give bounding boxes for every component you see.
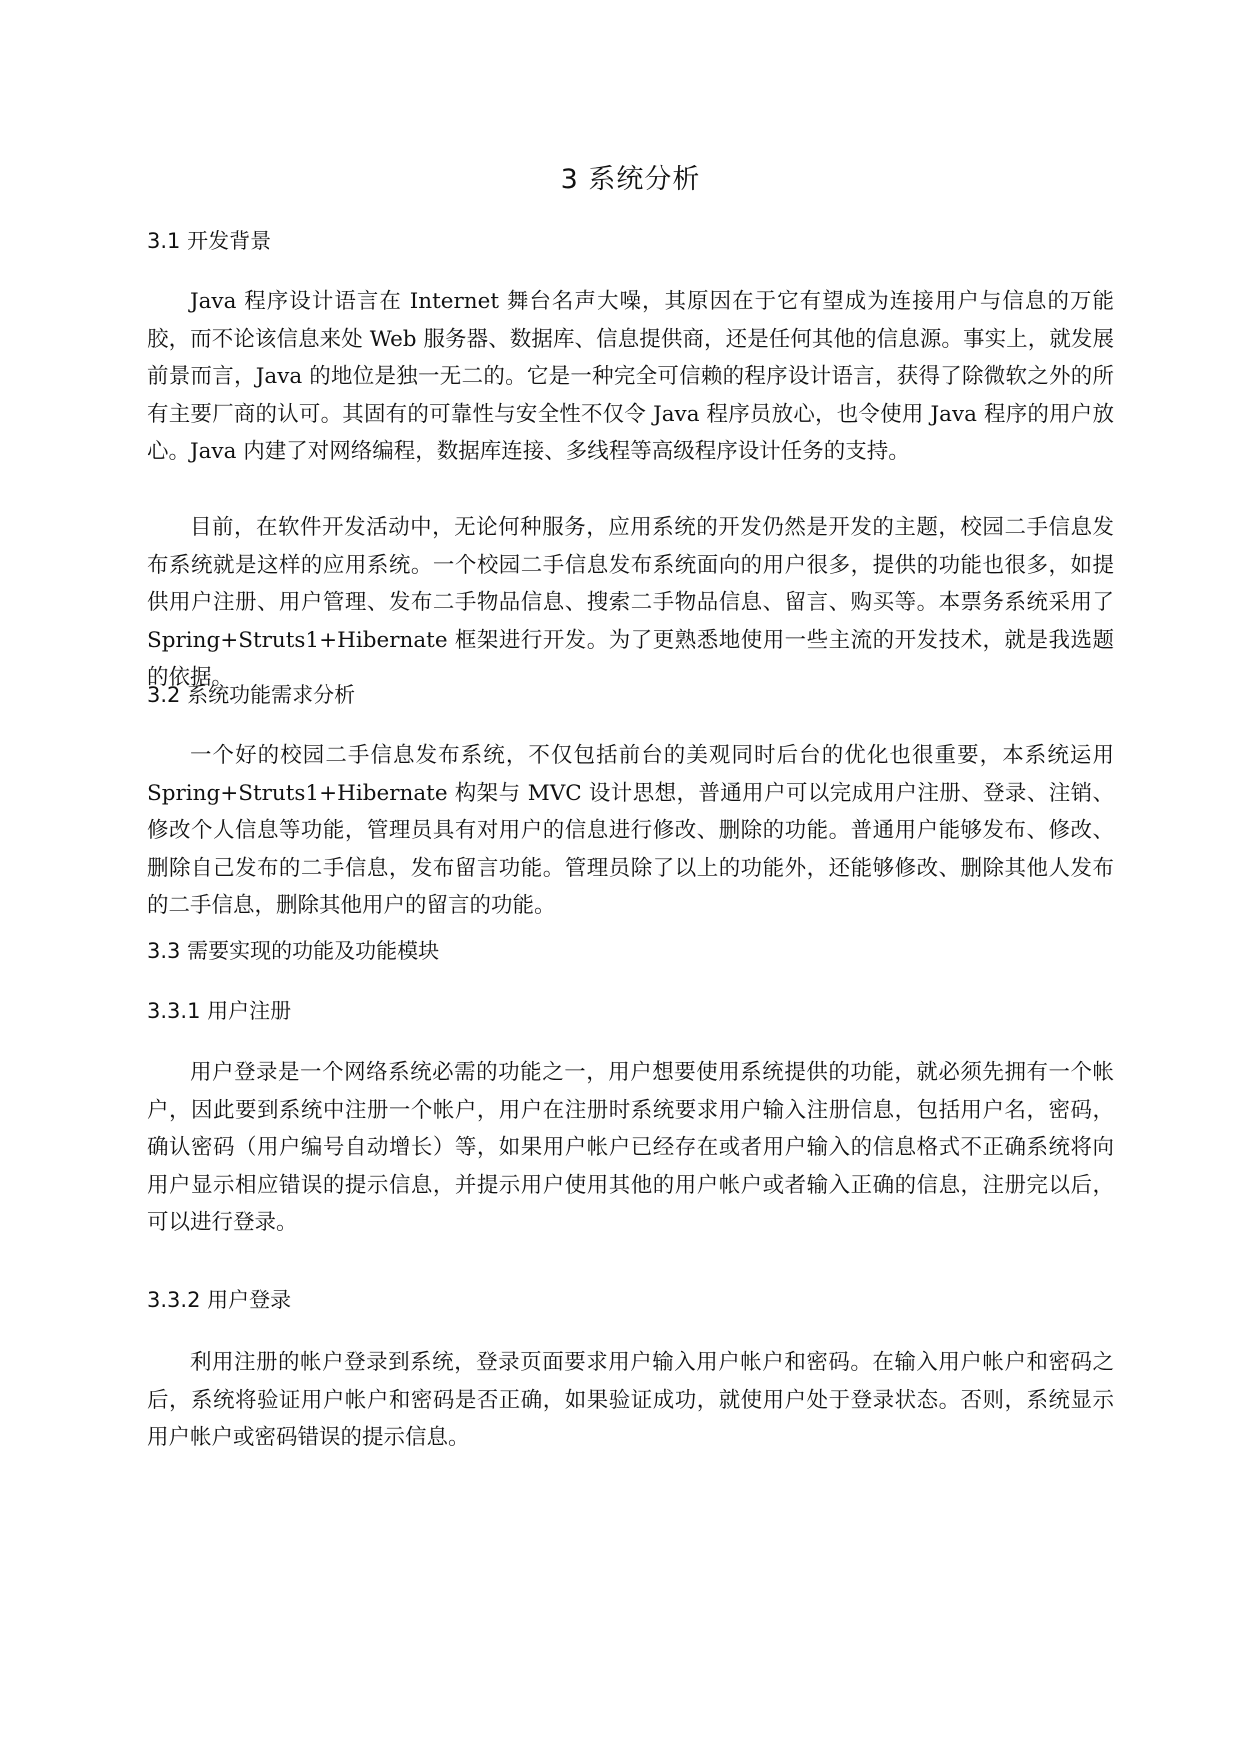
paragraph-3-3-1-1: 用户登录是一个网络系统必需的功能之一，用户想要使用系统提供的功能，就必须先拥有一个帐户，因此要到系统中注册一个帐户，用户在注册时系统要求用户输入注册信息，包括用户名，密码，确认密码（用户编号自动增长）等，如果用户帐户已经存在或者用户输入的信息格式不正确系统将向用户显示相应错误的提示信息，并提示用户使用其他的用户帐户或者输入正确的信息，注册完以后，可以进行登录。 [147, 1060, 1114, 1236]
section-heading-3-3-2: 3.3.2 用户登录 [147, 1288, 292, 1312]
paragraph-3-1-2: 目前，在软件开发活动中，无论何种服务，应用系统的开发仍然是开发的主题，校园二手信息发布系统就是这样的应用系统。一个校园二手信息发布系统面向的用户很多，提供的功能也很多，如提供用户注册、用户管理、发布二手物品信息、搜索二手物品信息、留言、购买等。本票务系统采用了 Spring+Struts1+Hibernate 框架进行开发。为了更熟悉地使用一些主流的开发技术，就是我选题的依据。 [147, 515, 1114, 691]
section-heading-3-1: 3.1 开发背景 [147, 229, 272, 253]
paragraph-3-3-2-1: 利用注册的帐户登录到系统，登录页面要求用户输入用户帐户和密码。在输入用户帐户和密码之后，系统将验证用户帐户和密码是否正确，如果验证成功，就使用户处于登录状态。否则，系统显示用户帐户或密码错误的提示信息。 [147, 1350, 1114, 1451]
section-heading-3-3-1: 3.3.1 用户注册 [147, 999, 292, 1023]
paragraph-3-2-1: 一个好的校园二手信息发布系统，不仅包括前台的美观同时后台的优化也很重要，本系统运用 Spring+Struts1+Hibernate 构架与 MVC 设计思想，普通用户可以完成用户注册、登录、注销、修改个人信息等功能，管理员具有对用户的信息进行修改、删除的功能。普通用户能够发布、修改、删除自己发布的二手信息，发布留言功能。管理员除了以上的功能外，还能够修改、删除其他人发布的二手信息，删除其他用户的留言的功能。 [147, 743, 1114, 919]
section-heading-3-3: 3.3 需要实现的功能及功能模块 [147, 939, 440, 963]
paragraph-3-1-1: Java 程序设计语言在 Internet 舞台名声大噪，其原因在于它有望成为连接用户与信息的万能胶，而不论该信息来处 Web 服务器、数据库、信息提供商，还是任何其他的信息源。事实上，就发展前景而言，Java 的地位是独一无二的。它是一种完全可信赖的程序设计语言，获得了除微软之外的所有主要厂商的认可。其固有的可靠性与安全性不仅令 Java 程序员放心，也令使用 Java 程序的用户放心。Java 内建了对网络编程，数据库连接、多线程等高级程序设计任务的支持。 [147, 289, 1114, 465]
section-heading-3-2: 3.2 系统功能需求分析 [147, 683, 356, 707]
chapter-title: 3 系统分析 [560, 164, 701, 195]
